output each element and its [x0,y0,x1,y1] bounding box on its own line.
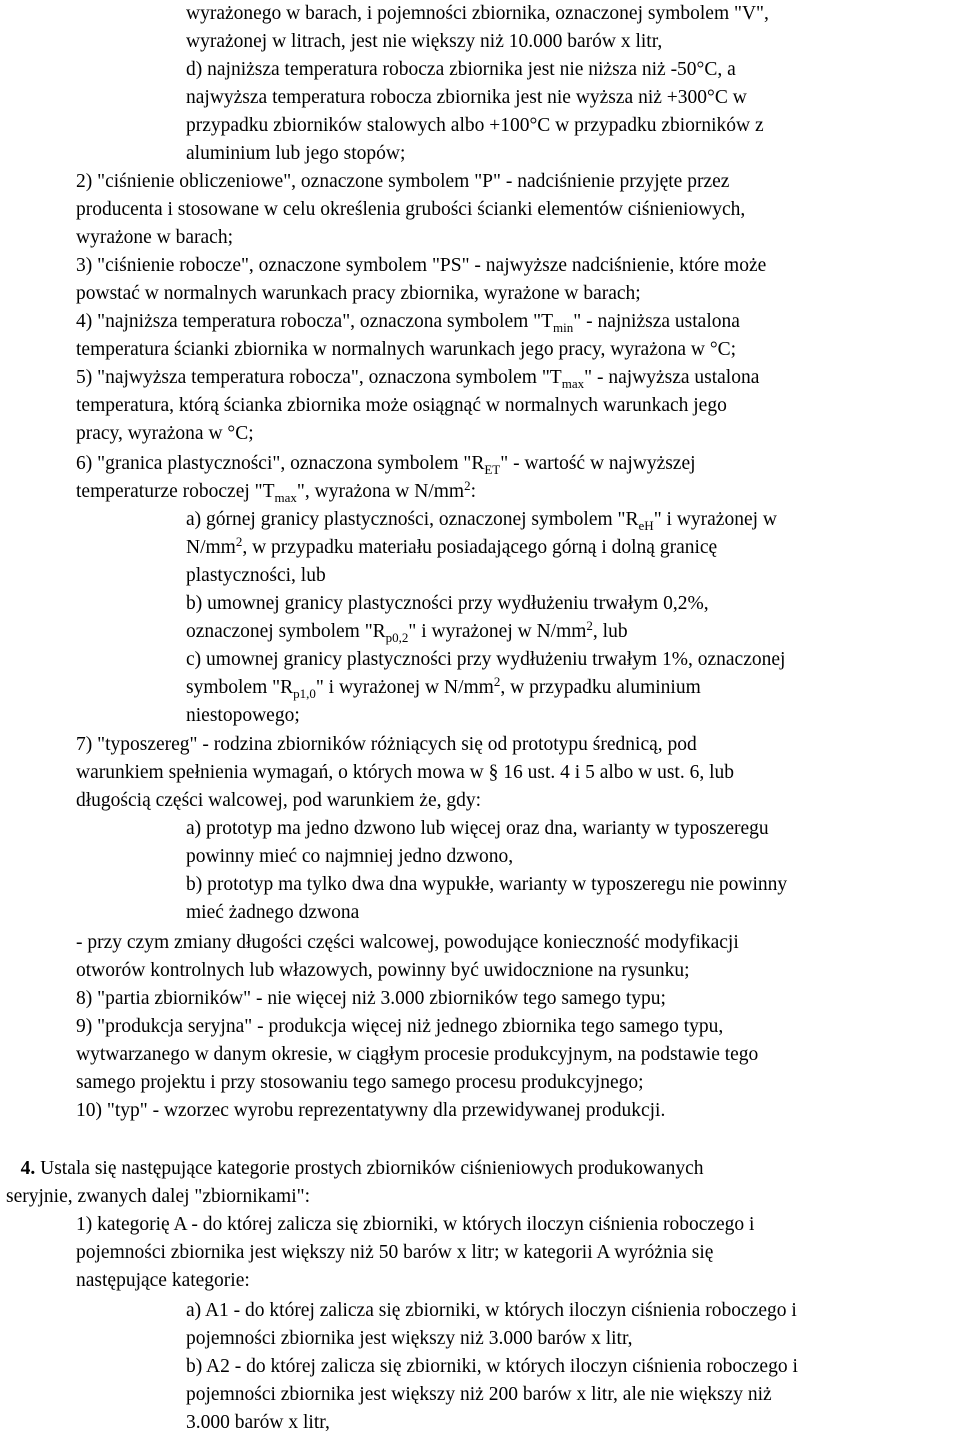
text-run: pojemności zbiornika jest większy niż 50 barów x litr; w kategorii A wyróżnia się [76,1242,714,1263]
text-run: powinny mieć co najmniej jedno dzwono, [186,846,514,867]
text-line [76,252,766,280]
text-run: symbolem "R [186,677,294,698]
text-line [76,1013,723,1041]
text-run: 4) "najniższa temperatura robocza", oznaczona symbolem "T [76,311,554,332]
text-line [6,1183,310,1211]
section-number: 4. [20,1158,36,1179]
text-line [76,1239,713,1267]
text-run: przypadku zbiorników stalowych albo +100°C w przypadku zbiorników z [186,115,764,136]
text-run: temperaturze roboczej "T [76,481,275,502]
text-line [76,420,254,448]
text-line [76,308,740,336]
text-run: temperatura ścianki zbiornika w normalnych warunkach jego pracy, wyrażona w °C; [76,339,737,360]
text-run: wyrażonej w litrach, jest nie większy niż 10.000 barów x litr, [186,31,663,52]
text-run [6,1158,21,1179]
text-line [186,562,326,590]
text-run: otworów kontrolnych lub włazowych, powinny być uwidocznione na rysunku; [76,960,690,981]
supscript-text: 2 [464,478,471,493]
text-line [186,1325,633,1353]
text-run: seryjnie, zwanych dalej "zbiornikami": [6,1186,310,1207]
subscript-text: eH [638,518,654,533]
supscript-text: 2 [235,534,243,549]
text-run: " i wyrażonej w [653,509,777,530]
text-line [76,392,727,420]
text-run: wyrażonego w barach, i pojemności zbiornika, oznaczonej symbolem "V", [186,3,769,24]
text-run: c) umownej granicy plastyczności przy wydłużeniu trwałym 1%, oznaczonej [186,649,786,670]
text-line [76,364,759,392]
text-line [186,590,709,618]
text-line [76,1041,758,1069]
supscript-text: 2 [586,618,593,633]
text-run: mieć żadnego dzwona [186,902,360,923]
text-run: a) górnej granicy plastyczności, oznaczonej symbolem "R [186,509,639,530]
subscript-text: max [274,490,297,505]
text-line [186,534,717,562]
subscript-text: ET [484,462,501,477]
text-run: 1) kategorię A - do której zalicza się zbiorniki, w których iloczyn ciśnienia roboczego i [76,1214,755,1235]
text-run: b) prototyp ma tylko dwa dna wypukłe, warianty w typoszeregu nie powinny [186,874,788,895]
text-line [6,1155,703,1183]
text-line [186,899,359,927]
subscript-text: p1,0 [293,686,316,701]
text-run: Ustala się następujące kategorie prostych zbiorników ciśnieniowych produkowanych [35,1158,704,1179]
text-run: ", wyrażona w N/mm [296,481,465,502]
text-line [186,646,785,674]
text-line [76,478,476,506]
text-run: " - najniższa ustalona [573,311,740,332]
text-run: powstać w normalnych warunkach pracy zbiornika, wyrażone w barach; [76,283,641,304]
text-run: N/mm [186,537,236,558]
text-run: b) umownej granicy plastyczności przy wydłużeniu trwałym 0,2%, [186,593,709,614]
text-run: pojemności zbiornika jest większy niż 200 barów x litr, ale nie większy niż [186,1384,772,1405]
text-run: 7) "typoszereg" - rodzina zbiorników różniących się od prototypu średnicą, pod [76,734,697,755]
text-line [186,84,747,112]
text-line [76,196,745,224]
text-line [186,1297,797,1325]
text-run: temperatura, którą ścianka zbiornika może osiągnąć w normalnych warunkach jego [76,395,727,416]
text-line [186,28,662,56]
text-line [76,1069,644,1097]
text-run: 8) "partia zbiorników" - nie więcej niż 3.000 zbiorników tego samego typu; [76,988,666,1009]
text-line [76,224,233,252]
text-run: " i wyrażonej w N/mm [408,621,587,642]
text-line [76,759,734,787]
text-run: plastyczności, lub [186,565,326,586]
text-run: 3) "ciśnienie robocze", oznaczone symbolem "PS" - najwyższe nadciśnienie, które może [76,255,767,276]
text-run: a) prototyp ma jedno dzwono lub więcej oraz dna, warianty w typoszeregu [186,818,769,839]
text-run: d) najniższa temperatura robocza zbiornika jest nie niższa niż -50°C, a [186,59,736,80]
text-line [186,871,787,899]
text-line [76,450,696,478]
subscript-text: min [553,320,574,335]
text-run: - przy czym zmiany długości części walcowej, powodujące konieczność modyfikacji [76,932,739,953]
text-line [186,112,764,140]
text-line [76,1267,250,1295]
text-line [76,168,729,196]
text-run: najwyższa temperatura robocza zbiornika jest nie wyższa niż +300°C w [186,87,747,108]
text-line [76,929,739,957]
text-run: , w przypadku materiału posiadającego górną i dolną granicę [242,537,718,558]
text-run: pracy, wyrażona w °C; [76,423,254,444]
text-run: producenta i stosowane w celu określenia grubości ścianki elementów ciśnieniowych, [76,199,746,220]
text-line [76,1097,665,1125]
text-line [186,674,701,702]
text-run: wyrażone w barach; [76,227,233,248]
text-run: " - wartość w najwyższej [500,453,696,474]
text-run: , w przypadku aluminium [500,677,701,698]
text-run: " - najwyższa ustalona [584,367,760,388]
text-run: 9) "produkcja seryjna" - produkcja więcej niż jednego zbiornika tego samego typu, [76,1016,724,1037]
text-line [186,506,777,534]
text-run: oznaczonej symbolem "R [186,621,386,642]
text-line [186,1381,772,1409]
text-line [186,815,769,843]
text-run: " i wyrażonej w N/mm [315,677,494,698]
text-run: samego projektu i przy stosowaniu tego samego procesu produkcyjnego; [76,1072,644,1093]
text-run: a) A1 - do której zalicza się zbiorniki, w których iloczyn ciśnienia roboczego i [186,1300,797,1321]
text-run: warunkiem spełnienia wymagań, o których mowa w § 16 ust. 4 i 5 albo w ust. 6, lub [76,762,735,783]
text-line [76,985,666,1013]
text-run: aluminium lub jego stopów; [186,143,406,164]
text-run: pojemności zbiornika jest większy niż 3.000 barów x litr, [186,1328,633,1349]
text-line [186,843,513,871]
text-line [76,336,736,364]
text-line [76,957,690,985]
text-run: 10) "typ" - wzorzec wyrobu reprezentatywny dla przewidywanej produkcji. [76,1100,666,1121]
text-line [76,731,697,759]
text-line [76,280,641,308]
text-line [186,56,736,84]
text-line [186,1409,330,1437]
text-run: , lub [592,621,628,642]
text-run: następujące kategorie: [76,1270,250,1291]
text-line [186,140,405,168]
text-run: wytwarzanego w danym okresie, w ciągłym procesie produkcyjnym, na podstawie tego [76,1044,759,1065]
subscript-text: p0,2 [385,630,409,645]
text-line [186,0,769,28]
text-line [76,787,481,815]
text-run: 2) "ciśnienie obliczeniowe", oznaczone symbolem "P" - nadciśnienie przyjęte przez [76,171,730,192]
subscript-text: max [561,376,585,391]
text-line [186,702,300,730]
text-run: niestopowego; [186,705,300,726]
text-run: b) A2 - do której zalicza się zbiorniki, w których iloczyn ciśnienia roboczego i [186,1356,798,1377]
text-run: 6) "granica plastyczności", oznaczona symbolem "R [76,453,485,474]
supscript-text: 2 [493,674,501,689]
text-run: 3.000 barów x litr, [186,1412,330,1433]
text-run: 5) "najwyższa temperatura robocza", oznaczona symbolem "T [76,367,562,388]
text-line [186,618,628,646]
text-line [186,1353,798,1381]
text-line [76,1211,754,1239]
text-run: : [470,481,476,502]
text-run: długością części walcowej, pod warunkiem że, gdy: [76,790,482,811]
